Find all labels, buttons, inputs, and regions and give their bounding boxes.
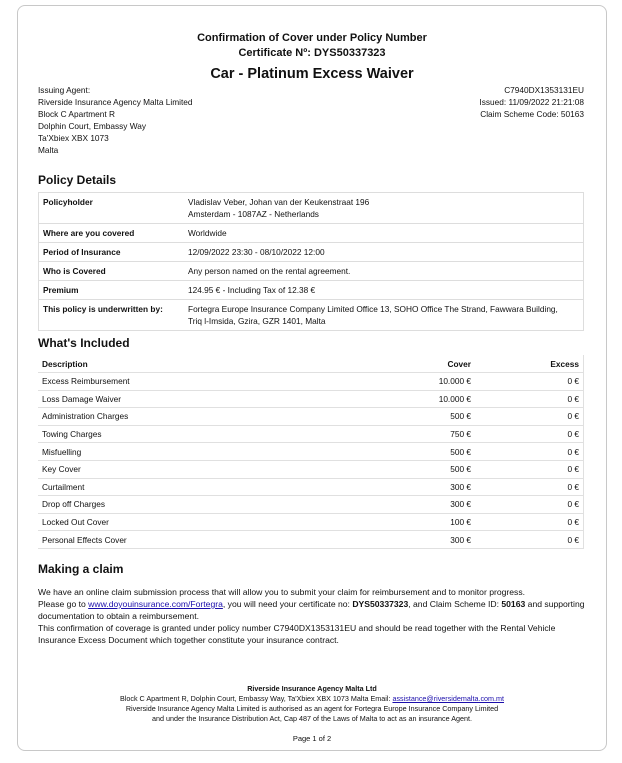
item-cover: 300 € bbox=[347, 531, 475, 549]
text: , and Claim Scheme ID: bbox=[408, 599, 502, 609]
agent-line: Malta bbox=[38, 145, 59, 155]
value-line: Worldwide bbox=[188, 228, 227, 238]
whats-included-heading: What's Included bbox=[38, 336, 130, 350]
policy-label: This policy is underwritten by: bbox=[39, 300, 185, 331]
item-description: Drop off Charges bbox=[38, 496, 347, 514]
included-row bbox=[38, 478, 584, 496]
text: and supporting documentation to obtain a reimbursement. bbox=[38, 599, 585, 621]
item-excess: 0 € bbox=[475, 460, 584, 478]
policy-value bbox=[184, 193, 584, 224]
issued-date: Issued: 11/09/2022 21:21:08 bbox=[479, 97, 584, 107]
included-row bbox=[38, 460, 584, 478]
item-description: Loss Damage Waiver bbox=[38, 390, 347, 408]
policy-value bbox=[184, 281, 584, 300]
value-line: 124.95 € - Including Tax of 12.38 € bbox=[188, 285, 316, 295]
included-row bbox=[38, 408, 584, 426]
footer-line: Riverside Insurance Agency Malta Limited is authorised as an agent for Fortegra Europe Insurance Company Limited bbox=[125, 704, 499, 713]
issuing-agent bbox=[38, 84, 193, 156]
item-excess: 0 € bbox=[475, 496, 584, 514]
col-description: Description bbox=[42, 358, 88, 369]
item-description: Key Cover bbox=[38, 460, 347, 478]
item-excess: 0 € bbox=[475, 513, 584, 531]
policy-value bbox=[184, 262, 584, 281]
claim-para-2 bbox=[38, 598, 594, 622]
claim-website-link[interactable]: www.doyouinsurance.com/Fortegra bbox=[88, 599, 223, 609]
claim-para-3: This confirmation of coverage is granted under policy number C7940DX1353131EU and should be read together with the Rental Vehicle Insurance Excess Document which together constitute your insurance contract. bbox=[38, 623, 556, 645]
policy-number: C7940DX1353131EU bbox=[504, 85, 584, 95]
policy-row bbox=[39, 193, 584, 224]
included-row bbox=[38, 425, 584, 443]
item-cover: 10.000 € bbox=[347, 373, 475, 391]
item-cover: 750 € bbox=[347, 425, 475, 443]
certificate-number: Certificate Nº: DYS50337323 bbox=[238, 47, 386, 59]
policy-label: Who is Covered bbox=[39, 262, 185, 281]
included-row bbox=[38, 531, 584, 549]
policy-row bbox=[39, 281, 584, 300]
policy-value bbox=[184, 224, 584, 243]
included-row bbox=[38, 513, 584, 531]
included-row bbox=[38, 443, 584, 461]
policy-value bbox=[184, 243, 584, 262]
text: Please go to bbox=[38, 599, 89, 609]
policy-details-heading: Policy Details bbox=[38, 173, 117, 187]
email-link[interactable]: assistance@riversidemalta.com.mt bbox=[392, 694, 505, 703]
agent-line: Dolphin Court, Embassy Way bbox=[38, 121, 147, 131]
policy-row bbox=[39, 243, 584, 262]
policy-meta bbox=[479, 84, 584, 120]
footer bbox=[18, 684, 606, 724]
included-row bbox=[38, 373, 584, 391]
footer-company: Riverside Insurance Agency Malta Ltd bbox=[247, 684, 377, 693]
certificate-page bbox=[17, 5, 607, 751]
value-line: Fortegra Europe Insurance Company Limited Office 13, SOHO Office The Strand, Fawwara Building, bbox=[188, 304, 558, 314]
item-excess: 0 € bbox=[475, 443, 584, 461]
item-description: Towing Charges bbox=[38, 425, 347, 443]
policy-row bbox=[39, 224, 584, 243]
policy-label: Premium bbox=[39, 281, 185, 300]
footer-address bbox=[18, 694, 606, 704]
page-number: Page 1 of 2 bbox=[292, 734, 332, 743]
text: , you will need your certificate no: bbox=[222, 599, 353, 609]
value-line: Any person named on the rental agreement. bbox=[188, 266, 351, 276]
item-cover: 300 € bbox=[347, 496, 475, 514]
item-excess: 0 € bbox=[475, 373, 584, 391]
item-excess: 0 € bbox=[475, 478, 584, 496]
included-row bbox=[38, 390, 584, 408]
claim-para-1: We have an online claim submission process that will allow you to submit your claim for reimbursement and to monitor progress. bbox=[38, 587, 526, 597]
footer-line: and under the Insurance Distribution Act, Cap 487 of the Laws of Malta to act as an insurance Agent. bbox=[151, 714, 473, 723]
doc-title: Confirmation of Cover under Policy Number bbox=[197, 32, 427, 44]
product-title: Car - Platinum Excess Waiver bbox=[210, 66, 414, 82]
item-description: Administration Charges bbox=[38, 408, 347, 426]
policy-label: Policyholder bbox=[39, 193, 185, 224]
item-cover: 100 € bbox=[347, 513, 475, 531]
policy-value bbox=[184, 300, 584, 331]
item-excess: 0 € bbox=[475, 408, 584, 426]
policy-label: Period of Insurance bbox=[39, 243, 185, 262]
col-cover: Cover bbox=[447, 358, 471, 369]
making-claim-heading: Making a claim bbox=[38, 562, 124, 576]
value-line: Triq l-Imsida, Gzira, GZR 1401, Malta bbox=[188, 316, 326, 326]
certificate-no: DYS50337323 bbox=[352, 599, 409, 609]
item-cover: 500 € bbox=[347, 408, 475, 426]
item-description: Excess Reimbursement bbox=[38, 373, 347, 391]
agent-line: Block C Apartment R bbox=[38, 109, 116, 119]
value-line: Vladislav Veber, Johan van der Keukenstraat 196 bbox=[188, 197, 370, 207]
item-description: Personal Effects Cover bbox=[38, 531, 347, 549]
agent-line: Issuing Agent: bbox=[38, 85, 91, 95]
policy-row bbox=[39, 262, 584, 281]
policy-details-table bbox=[38, 192, 584, 331]
item-excess: 0 € bbox=[475, 531, 584, 549]
agent-line: Ta'Xbiex XBX 1073 bbox=[38, 133, 109, 143]
item-description: Misfuelling bbox=[38, 443, 347, 461]
value-line: Amsterdam - 1087AZ - Netherlands bbox=[188, 209, 319, 219]
item-description: Curtailment bbox=[38, 478, 347, 496]
item-cover: 500 € bbox=[347, 443, 475, 461]
text: Block C Apartment R, Dolphin Court, Embassy Way, Ta'Xbiex XBX 1073 Malta Email: bbox=[119, 694, 393, 703]
item-cover: 300 € bbox=[347, 478, 475, 496]
included-table bbox=[38, 355, 584, 549]
claim-scheme-code: Claim Scheme Code: 50163 bbox=[480, 109, 584, 119]
policy-label: Where are you covered bbox=[39, 224, 185, 243]
item-cover: 500 € bbox=[347, 460, 475, 478]
agent-line: Riverside Insurance Agency Malta Limited bbox=[38, 97, 193, 107]
item-description: Locked Out Cover bbox=[38, 513, 347, 531]
claim-scheme-id: 50163 bbox=[501, 599, 526, 609]
col-excess: Excess bbox=[550, 358, 579, 369]
policy-row bbox=[39, 300, 584, 331]
item-excess: 0 € bbox=[475, 425, 584, 443]
item-excess: 0 € bbox=[475, 390, 584, 408]
claim-text bbox=[38, 586, 594, 646]
included-row bbox=[38, 496, 584, 514]
value-line: 12/09/2022 23:30 - 08/10/2022 12:00 bbox=[188, 247, 325, 257]
item-cover: 10.000 € bbox=[347, 390, 475, 408]
